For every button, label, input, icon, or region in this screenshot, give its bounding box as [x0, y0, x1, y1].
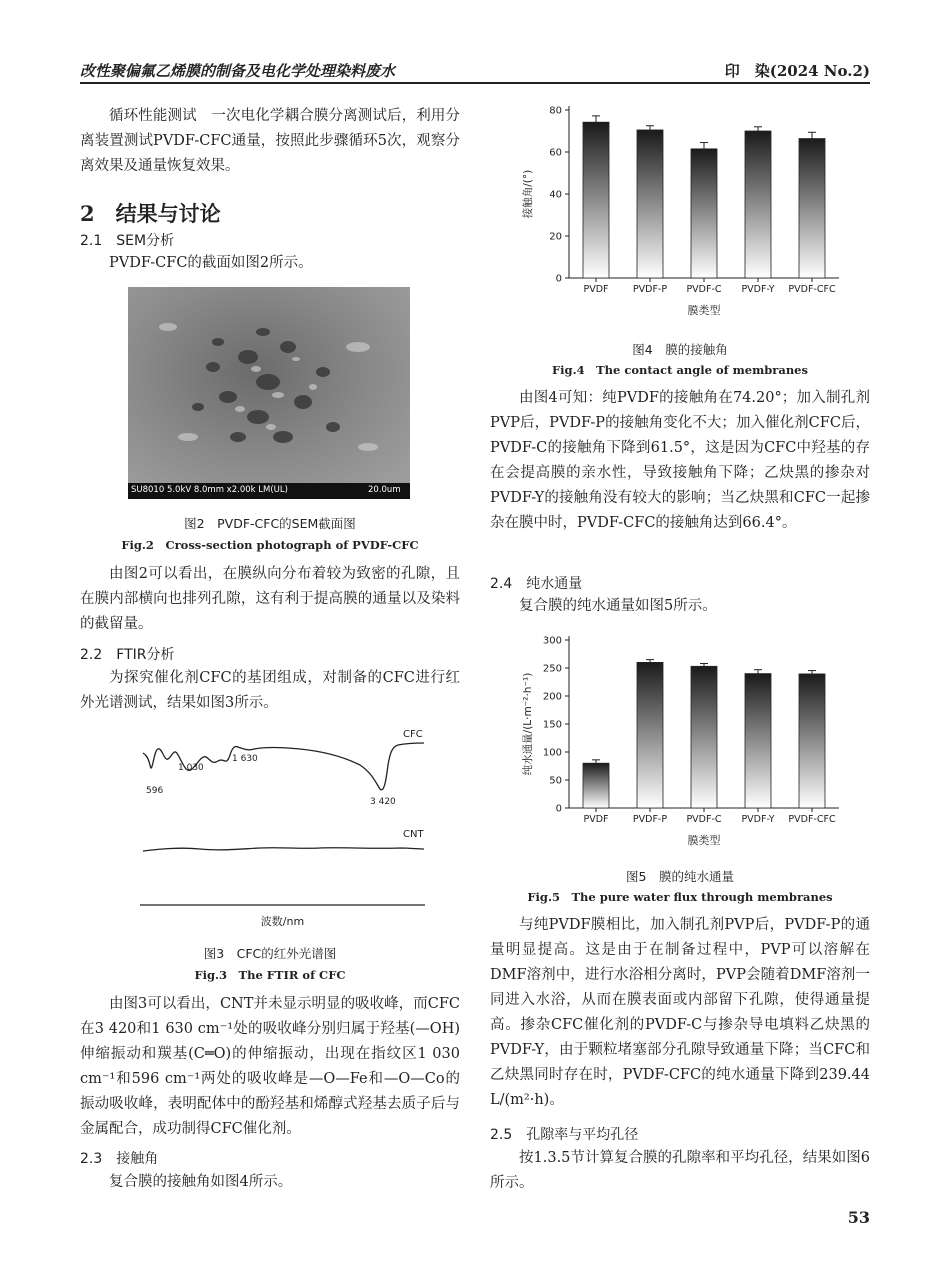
x-tick-label: PVDF-C [686, 814, 722, 825]
section-2-3-heading: 2.3 接触角 [80, 1151, 159, 1167]
y-tick-label: 50 [549, 775, 562, 787]
bar [745, 674, 771, 808]
x-tick-label: PVDF [583, 814, 609, 825]
para-2-5: 按1.3.5节计算复合膜的孔隙率和平均孔径，结果如图6所示。 [490, 1150, 870, 1191]
x-axis-label: 膜类型 [687, 834, 721, 847]
para-2-1b: 由图2可以看出，在膜纵向分布着较为致密的孔隙，且在膜内部横向也排列孔隙，这有利于提高膜的通量以及染料的截留量。 [80, 566, 460, 632]
para-2-1: PVDF-CFC的截面如图2所示。 [109, 255, 313, 271]
journal-issue: 印 染(2024 No.2) [724, 62, 870, 80]
bar [637, 130, 663, 278]
y-tick-label: 150 [542, 719, 562, 731]
x-tick-label: PVDF-P [632, 284, 668, 295]
y-tick-label: 40 [549, 189, 562, 201]
y-tick-label: 80 [549, 105, 562, 117]
bar [583, 763, 609, 808]
ftir-figure [140, 725, 430, 935]
section-2-1-heading: 2.1 SEM分析 [80, 233, 175, 249]
ftir-label-cnt: CNT [403, 829, 424, 840]
section-2-heading: 2 结果与讨论 [80, 201, 221, 226]
x-tick-label: PVDF-C [686, 284, 722, 295]
bar [799, 674, 825, 808]
ftir-peak-3420: 3 420 [370, 797, 396, 807]
ftir-peak-1030: 1 030 [178, 763, 204, 773]
sem-image-graphic [128, 287, 410, 499]
page-number: 53 [847, 1208, 870, 1227]
x-tick-label: PVDF [583, 284, 609, 295]
x-tick-label: PVDF-P [632, 814, 668, 825]
ftir-peak-596: 596 [146, 786, 164, 796]
y-tick-label: 200 [542, 691, 562, 703]
bar [691, 666, 717, 808]
y-tick-label: 0 [555, 273, 562, 285]
x-tick-label: PVDF-Y [741, 814, 775, 825]
running-title: 改性聚偏氟乙烯膜的制备及电化学处理染料废水 [80, 62, 396, 80]
y-tick-label: 100 [542, 747, 562, 759]
fig3-caption-cn: 图3 CFC的红外光谱图 [203, 946, 337, 961]
fig5-caption-cn: 图5 膜的纯水通量 [626, 869, 734, 884]
bar [583, 122, 609, 278]
para-2-2b: 由图3可以看出，CNT并未显示明显的吸收峰，而CFC在3 420和1 630 cm⁻¹处的吸收峰分别归属于羟基(—OH)伸缩振动和羰基(C═O)的伸缩振动，出现在指纹区1 030 cm⁻¹和596 cm⁻¹两处的吸收峰是—O—Fe和—O—Co的振动吸收峰，表明配体中的酚羟基和烯醇式羟基去质子后与金属配合，成功制得CFC催化剂。 [80, 996, 460, 1137]
bar [745, 131, 771, 278]
para-contact-angle: 由图4可知：纯PVDF的接触角在74.20°；加入制孔剂PVP后，PVDF-P的接触角变化不大；加入催化剂CFC后，PVDF-C的接触角下降到61.5°，这是因为CFC中羟基的存在会提高膜的亲水性，导致接触角下降；乙炔黑的掺杂对PVDF-Y的接触角没有较大的影响；当乙炔黑和CFC一起掺杂在膜中时，PVDF-CFC的接触角达到66.4°。 [490, 390, 870, 531]
y-tick-label: 250 [542, 663, 562, 675]
fig2-caption-en: Fig.2 Cross-section photograph of PVDF-CFC [121, 538, 419, 552]
fig5-caption-en: Fig.5 The pure water flux through membranes [527, 890, 833, 904]
section-2-5-heading: 2.5 孔隙率与平均孔径 [490, 1127, 639, 1143]
fig4-caption-cn: 图4 膜的接触角 [632, 342, 728, 357]
water-flux-chart [515, 630, 855, 852]
para-cycle-test: 循环性能测试 一次电化学耦合膜分离测试后，利用分离装置测试PVDF-CFC通量，按照此步骤循环5次，观察分离效果及通量恢复效果。 [80, 108, 460, 174]
y-tick-label: 60 [549, 147, 562, 159]
x-tick-label: PVDF-CFC [788, 284, 836, 295]
x-tick-label: PVDF-CFC [788, 814, 836, 825]
bar [799, 139, 825, 278]
ftir-x-label: 波数/nm [260, 915, 305, 928]
fig4-caption-en: Fig.4 The contact angle of membranes [552, 363, 808, 377]
para-2-3: 复合膜的接触角如图4所示。 [109, 1174, 293, 1190]
fig2-caption-cn: 图2 PVDF-CFC的SEM截面图 [184, 516, 356, 531]
x-tick-label: PVDF-Y [741, 284, 775, 295]
ftir-peak-1630: 1 630 [232, 754, 258, 764]
y-axis-label: 纯水通量/(L·m⁻²·h⁻¹) [522, 672, 534, 776]
y-axis-label: 接触角/(°) [522, 169, 534, 219]
section-2-2-heading: 2.2 FTIR分析 [80, 647, 175, 663]
y-tick-label: 0 [555, 803, 562, 815]
sem-image [128, 287, 410, 499]
y-tick-label: 20 [549, 231, 562, 243]
x-axis-label: 膜类型 [687, 304, 721, 317]
section-2-4-heading: 2.4 纯水通量 [490, 576, 583, 592]
sem-label: SU8010 5.0kV 8.0mm x2.00k LM(UL) [131, 485, 288, 495]
para-2-2: 为探究催化剂CFC的基团组成，对制备的CFC进行红外光谱测试，结果如图3所示。 [80, 670, 460, 711]
y-tick-label: 300 [542, 635, 562, 647]
bar [637, 662, 663, 808]
fig3-caption-en: Fig.3 The FTIR of CFC [194, 968, 346, 982]
header-rule [80, 82, 870, 84]
ftir-label-cfc: CFC [403, 729, 423, 740]
contact-angle-chart [515, 100, 855, 322]
para-2-4: 复合膜的纯水通量如图5所示。 [519, 598, 717, 614]
bar [691, 149, 717, 278]
ftir-cnt-curve [143, 848, 424, 851]
para-water-flux: 与纯PVDF膜相比，加入制孔剂PVP后，PVDF-P的通量明显提高。这是由于在制备过程中，PVP可以溶解在DMF溶剂中，进行水浴相分离时，PVP会随着DMF溶剂一同进入水浴，从而在膜表面或内部留下孔隙，使得通量提高。掺杂CFC催化剂的PVDF-C与掺杂导电填料乙炔黑的PVDF-Y，由于颗粒堵塞部分孔隙导致通量下降；当CFC和乙炔黑同时存在时，PVDF-CFC的纯水通量下降到239.44 L/(m²·h)。 [490, 917, 870, 1108]
sem-scale: 20.0um [368, 485, 401, 495]
ftir-graphic [140, 725, 430, 935]
